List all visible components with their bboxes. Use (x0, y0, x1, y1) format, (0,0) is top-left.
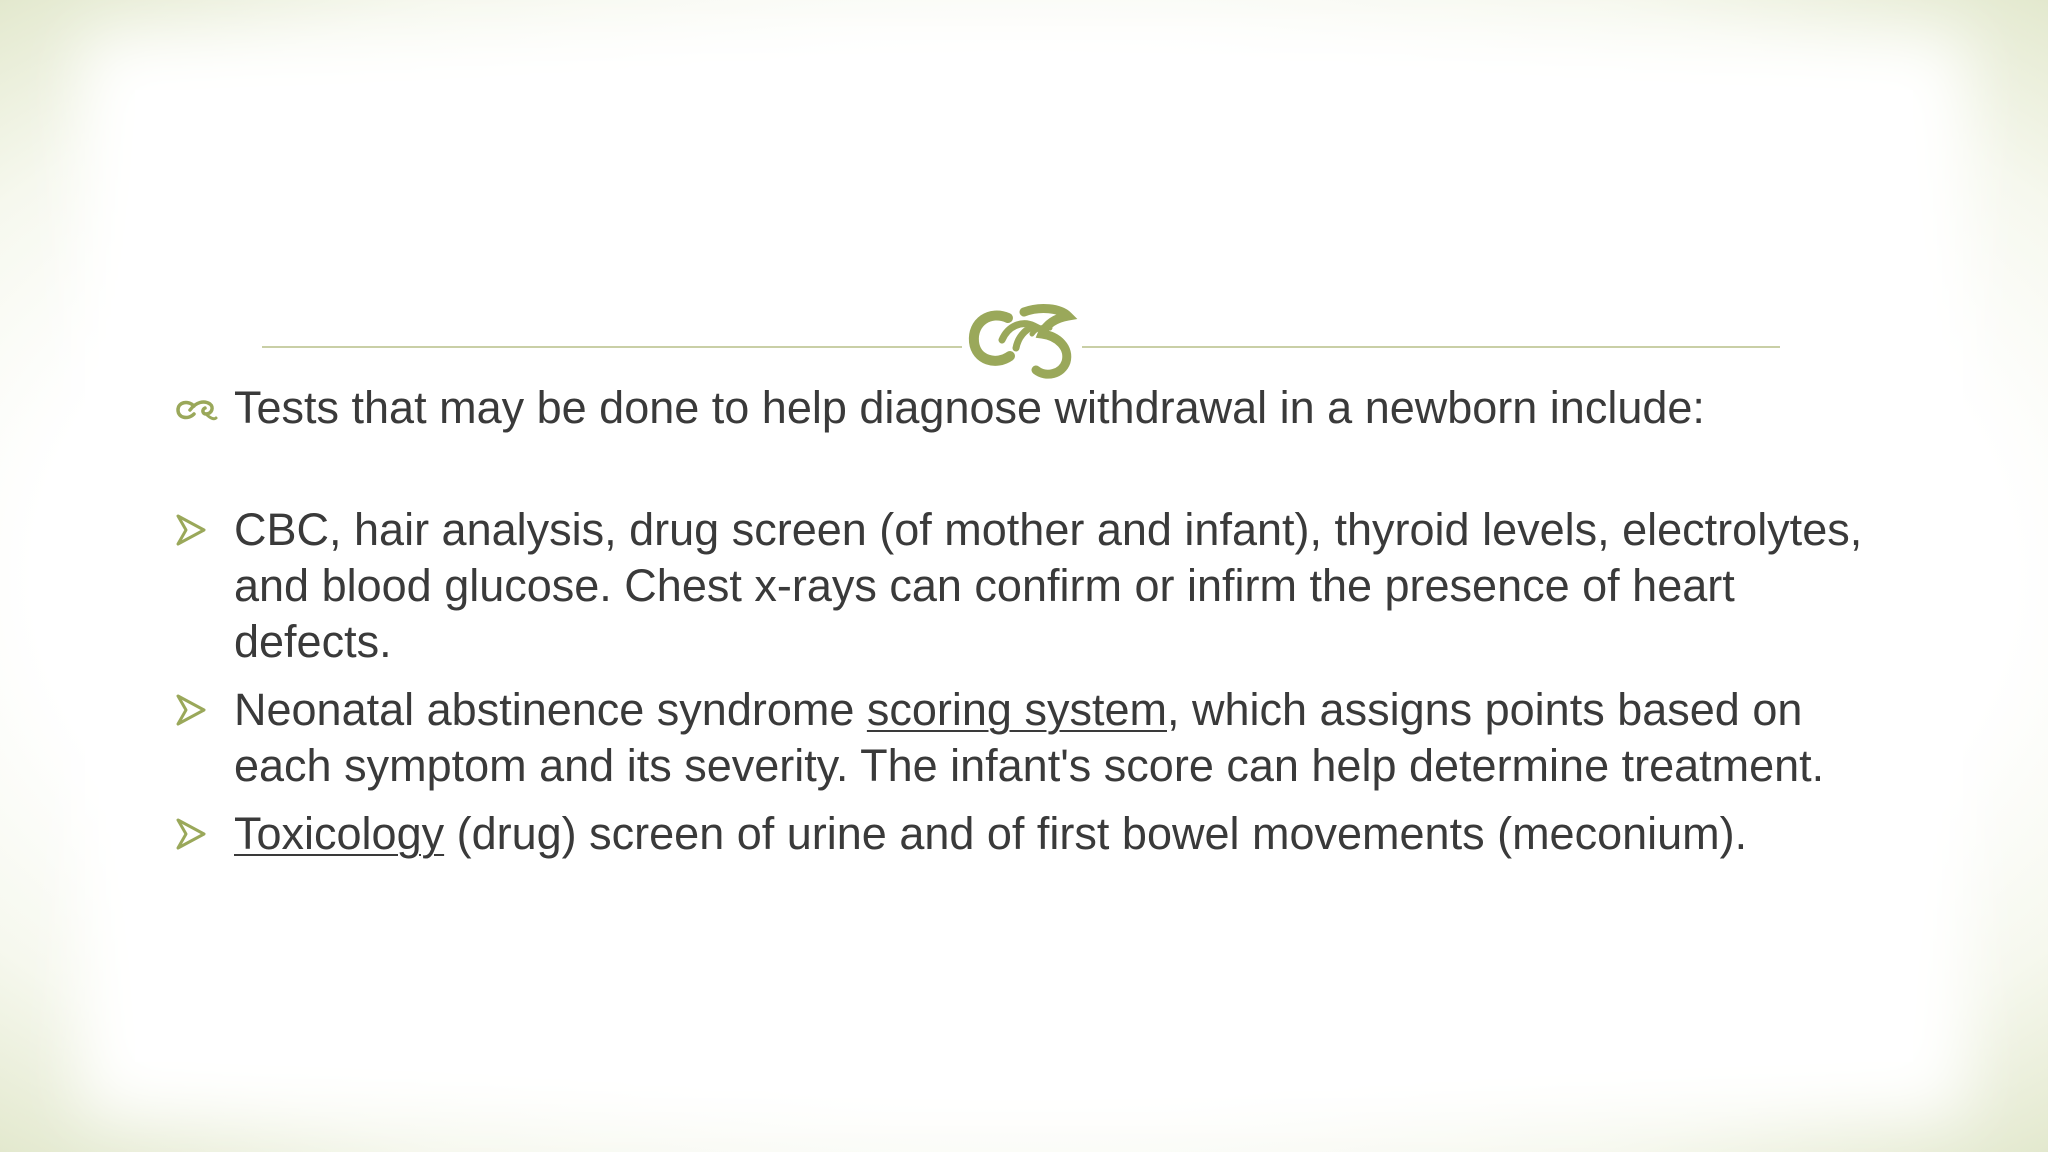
flourish-divider-icon (962, 300, 1082, 382)
lead-bullet-text: Tests that may be done to help diagnose withdrawal in a newborn include: (234, 382, 1705, 433)
list-item-text: CBC, hair analysis, drug screen (of mother and infant), thyroid levels, electrolytes, and blood glucose. Chest x-rays can confirm or infirm the presence of heart defects. (234, 504, 1863, 667)
scroll-ornament-icon (172, 380, 220, 436)
lead-bullet (172, 380, 1892, 436)
list-item-text (234, 684, 1824, 791)
text-after-link: (drug) screen of urine and of first bowel movements (meconium). (444, 808, 1748, 859)
text-after-link: , which assigns points based on each symptom and its severity. The infant's score can help determine treatment. (234, 684, 1825, 791)
slide-content (172, 380, 1892, 874)
divider-line-right (1082, 346, 1780, 348)
toxicology-link[interactable]: Toxicology (234, 808, 445, 859)
arrowhead-bullet-icon (172, 682, 220, 738)
arrowhead-bullet-icon (172, 806, 220, 862)
list-item (172, 806, 1892, 862)
scoring-system-link[interactable]: scoring system (866, 684, 1167, 735)
list-item (172, 682, 1892, 794)
list-item (172, 502, 1892, 670)
text-before-link: Neonatal abstinence syndrome (234, 684, 867, 735)
arrowhead-bullet-icon (172, 502, 220, 558)
divider-line-left (262, 346, 962, 348)
list-item-text (234, 808, 1747, 859)
